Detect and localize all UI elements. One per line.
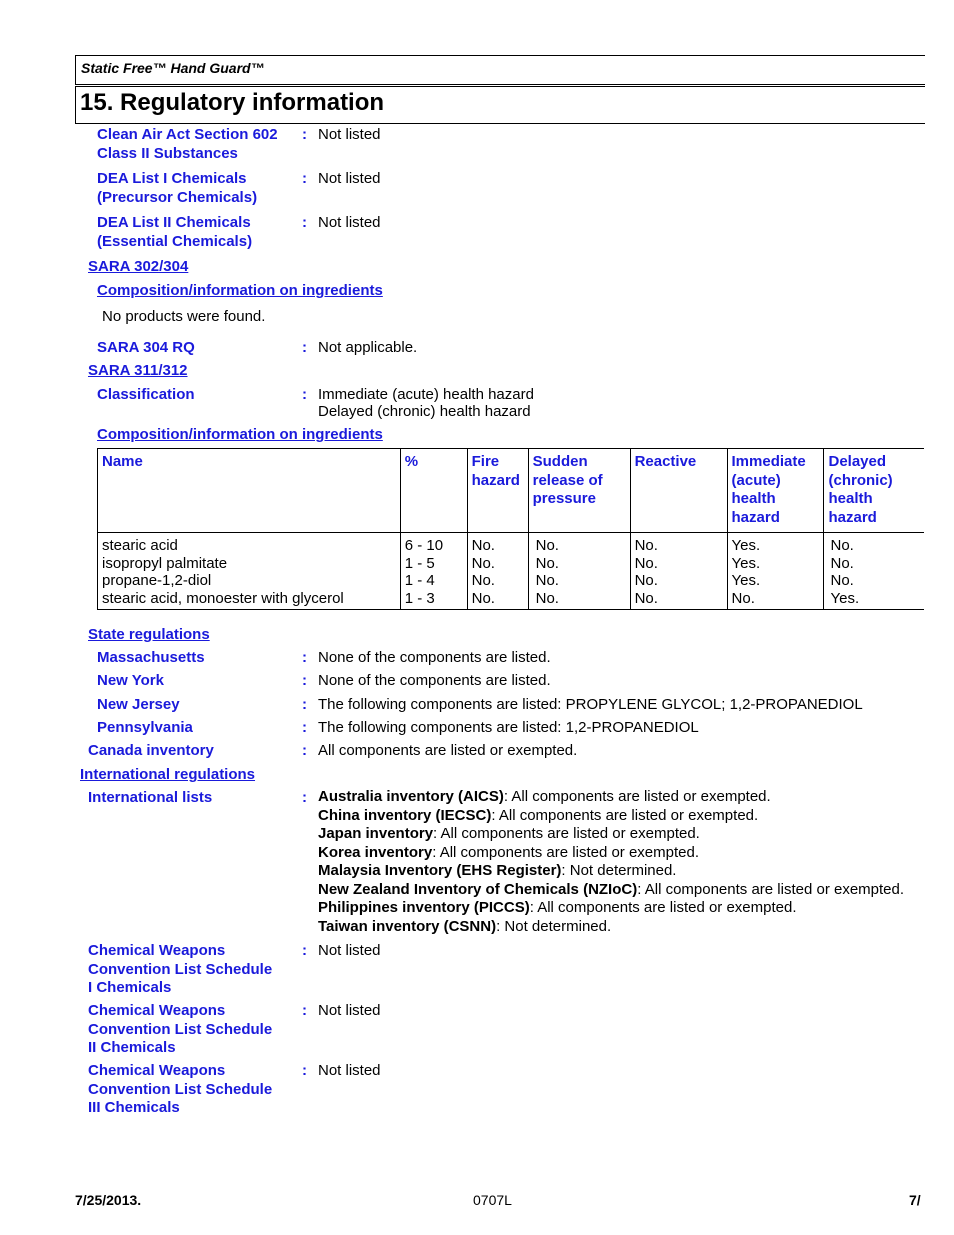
colon: : (302, 649, 307, 666)
sara-311-heading[interactable]: SARA 311/312 (88, 362, 188, 379)
label-line: Chemical Weapons (88, 942, 226, 959)
dea-list-1-value: Not listed (318, 170, 381, 187)
classification-value: Immediate (acute) health hazard (318, 386, 534, 403)
dea-list-2-value: Not listed (318, 214, 381, 231)
section-title: 15. Regulatory information (80, 89, 385, 116)
cw-schedule-2-label (88, 1002, 272, 1058)
table-cell: No. (471, 589, 495, 607)
column-header: Fire hazard (467, 449, 528, 533)
classification-values (318, 386, 534, 420)
inventory-status: : All components are listed or exempted. (433, 825, 700, 842)
colon: : (302, 170, 307, 187)
colon: : (302, 339, 307, 356)
column-header: Reactive (630, 449, 727, 533)
inventory-entry (318, 899, 904, 918)
colon: : (302, 1062, 307, 1079)
inventory-name: New Zealand Inventory of Chemicals (NZIoC) (318, 880, 638, 898)
colon: : (302, 742, 307, 759)
sara-304-rq-value: Not applicable. (318, 339, 418, 356)
table-cell: No. (634, 572, 658, 589)
inventory-name: Philippines inventory (PICCS) (318, 899, 530, 916)
label-line: III Chemicals (88, 1099, 180, 1116)
label-line: Chemical Weapons (88, 1062, 226, 1079)
cw-schedule-3-value: Not listed (318, 1062, 381, 1079)
table-cell: stearic acid (102, 537, 178, 554)
sara-311-composition-heading[interactable]: Composition/information on ingredients (97, 426, 383, 443)
table-cell: 1 - 3 (404, 589, 435, 607)
table-cell: No. (731, 589, 755, 607)
footer-date: 7/25/2013. (75, 1192, 142, 1208)
state-regulations-heading[interactable]: State regulations (88, 626, 210, 643)
international-lists-label: International lists (88, 789, 213, 806)
table-cell: No. (471, 572, 495, 589)
inventory-status: : All components are listed or exempted. (637, 880, 905, 898)
new-york-label: New York (97, 672, 164, 689)
inventory-entry (318, 918, 904, 937)
classification-label: Classification (97, 386, 195, 403)
colon: : (302, 214, 307, 231)
label-line: II Chemicals (88, 1039, 176, 1056)
composition-table (97, 448, 924, 610)
inventory-entry (318, 825, 904, 844)
colon: : (302, 942, 307, 959)
clean-air-act-value: Not listed (318, 126, 381, 143)
table-cell: isopropyl palmitate (102, 554, 228, 572)
footer-page-number: 7/ (909, 1192, 921, 1208)
column-header: Immediate (acute) health hazard (727, 449, 824, 533)
inventory-name: Taiwan inventory (CSNN) (318, 917, 497, 935)
cw-schedule-2-value: Not listed (318, 1002, 381, 1019)
inventory-status: : Not determined. (496, 917, 612, 935)
sudden-release-cell (528, 533, 630, 610)
label-line: Convention List Schedule (88, 960, 273, 978)
new-york-value: None of the components are listed. (318, 672, 551, 689)
table-body-row (98, 533, 925, 610)
column-header: Delayed (chronic) health hazard (824, 449, 924, 533)
column-header: Sudden release of pressure (528, 449, 630, 533)
product-name: Static Free™ Hand Guard™ (81, 60, 265, 76)
classification-value: Delayed (chronic) health hazard (318, 403, 531, 420)
clean-air-act-label: Clean Air Act Section 602 Class II Substances (97, 126, 278, 162)
colon: : (302, 672, 307, 689)
delayed-health-cell (824, 533, 924, 610)
inventory-status: : All components are listed or exempted. (491, 806, 759, 824)
table-cell: No. (634, 554, 658, 572)
table-cell: stearic acid, monoester with glycerol (102, 589, 344, 607)
table-cell: No. (830, 572, 854, 589)
inventory-name: Malaysia Inventory (EHS Register) (318, 862, 562, 879)
inventory-entry (318, 807, 904, 826)
cw-schedule-3-label (88, 1062, 272, 1118)
table-cell: 1 - 5 (404, 554, 435, 572)
sara-302-composition-heading[interactable]: Composition/information on ingredients (97, 282, 383, 299)
colon: : (302, 719, 307, 736)
inventory-status: : All components are listed or exempted. (529, 899, 797, 916)
table-cell: Yes. (731, 554, 761, 572)
column-header: Name (98, 449, 401, 533)
dea-list-1-label: DEA List I Chemicals (Precursor Chemicals) (97, 170, 258, 206)
inventory-name: Australia inventory (AICS) (318, 788, 504, 805)
table-cell: No. (634, 537, 658, 554)
table-cell: No. (471, 554, 495, 572)
table-cell: Yes. (830, 589, 860, 607)
label-line: Convention List Schedule (88, 1020, 273, 1038)
inventory-entry (318, 844, 904, 863)
inventory-status: : Not determined. (561, 862, 677, 879)
no-products-text: No products were found. (102, 308, 266, 325)
table-cell: No. (830, 537, 854, 554)
table-cell: No. (634, 589, 658, 607)
column-header: % (400, 449, 467, 533)
percent-cell (400, 533, 467, 610)
reactive-cell (630, 533, 727, 610)
table-cell: No. (535, 572, 559, 589)
table-header-row (98, 449, 925, 533)
canada-inventory-label: Canada inventory (88, 742, 214, 759)
massachusetts-value: None of the components are listed. (318, 649, 551, 666)
table-cell: No. (535, 537, 559, 554)
table-cell: No. (535, 589, 559, 607)
label-line: Convention List Schedule (88, 1080, 273, 1098)
dea-list-2-label: DEA List II Chemicals (Essential Chemicals) (97, 214, 253, 250)
pennsylvania-label: Pennsylvania (97, 719, 193, 736)
international-regulations-heading[interactable]: International regulations (80, 766, 256, 783)
table-cell: 1 - 4 (404, 572, 435, 589)
immediate-health-cell (727, 533, 824, 610)
colon: : (302, 126, 307, 143)
table-cell: propane-1,2-diol (102, 572, 212, 589)
inventory-name: China inventory (IECSC) (318, 806, 492, 824)
international-lists (318, 788, 904, 936)
label-line: Chemical Weapons (88, 1002, 226, 1019)
name-cell (98, 533, 401, 610)
label-line: I Chemicals (88, 979, 172, 996)
colon: : (302, 696, 307, 713)
canada-inventory-value: All components are listed or exempted. (318, 742, 578, 759)
inventory-name: Japan inventory (318, 825, 434, 842)
new-jersey-value: The following components are listed: PROPYLENE GLYCOL; 1,2-PROPANEDIOL (318, 696, 863, 713)
cw-schedule-1-label (88, 942, 272, 998)
table-cell: Yes. (731, 572, 761, 589)
new-jersey-label: New Jersey (97, 696, 180, 713)
sara-302-heading[interactable]: SARA 302/304 (88, 258, 189, 275)
footer-code: 0707L (473, 1192, 512, 1208)
pennsylvania-value: The following components are listed: 1,2-PROPANEDIOL (318, 719, 699, 736)
sara-304-rq-label: SARA 304 RQ (97, 339, 195, 356)
inventory-name: Korea inventory (318, 843, 433, 861)
inventory-entry (318, 862, 904, 881)
cw-schedule-1-value: Not listed (318, 942, 381, 959)
table-cell: No. (830, 554, 854, 572)
fire-hazard-cell (467, 533, 528, 610)
inventory-entry (318, 788, 904, 807)
colon: : (302, 1002, 307, 1019)
table-cell: 6 - 10 (404, 537, 444, 554)
colon: : (302, 789, 307, 806)
colon: : (302, 386, 307, 403)
table-cell: No. (471, 537, 495, 554)
table-cell: No. (535, 554, 559, 572)
inventory-entry (318, 881, 904, 900)
inventory-status: : All components are listed or exempted. (503, 788, 771, 805)
inventory-status: : All components are listed or exempted. (432, 843, 700, 861)
massachusetts-label: Massachusetts (97, 649, 205, 666)
table-cell: Yes. (731, 537, 761, 554)
